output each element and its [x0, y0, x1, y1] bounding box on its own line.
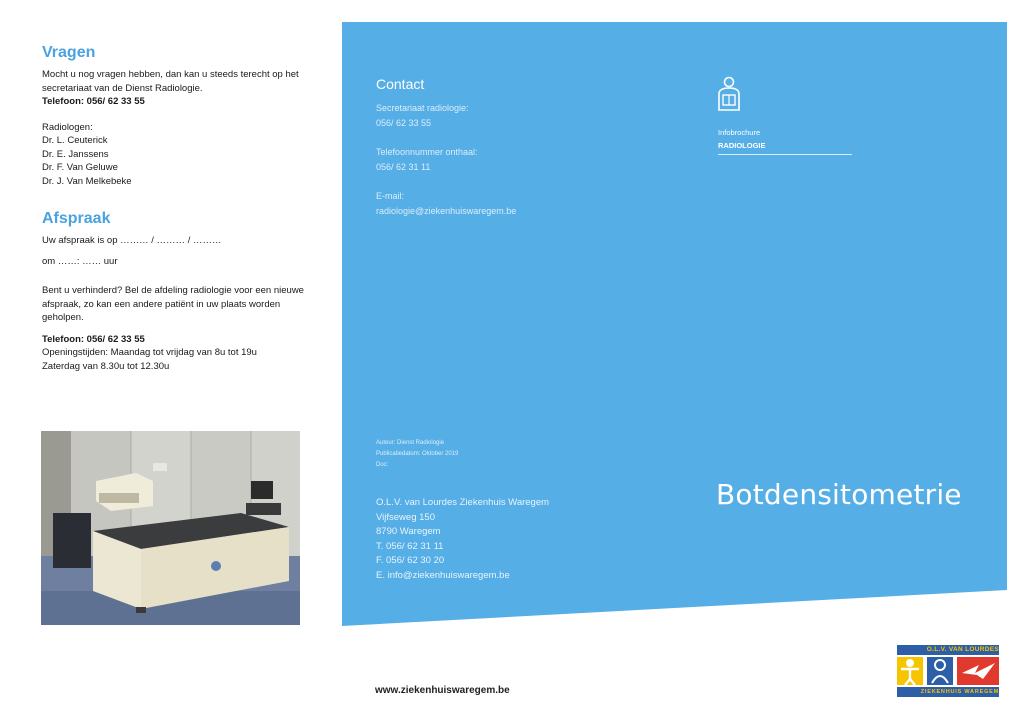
infobrochure-label: Infobrochure	[718, 128, 761, 137]
contact-heading: Contact	[376, 76, 425, 92]
radiologist-item: Dr. E. Janssens	[42, 148, 109, 160]
address-fax: F. 056/ 62 30 20	[376, 555, 445, 566]
reception-phone: 056/ 62 31 11	[376, 162, 431, 172]
doc-line: Doc:	[376, 462, 389, 468]
vragen-text: Mocht u nog vragen hebben, dan kan u steeds terecht op het secretariaat van de Dienst Radiologie.	[42, 69, 299, 94]
infobrochure-divider	[718, 154, 852, 155]
vragen-heading: Vragen	[42, 44, 96, 61]
infobrochure-block	[718, 126, 766, 152]
brochure-title: Botdensitometrie	[716, 478, 962, 511]
radiologist-item: Dr. F. Van Geluwe	[42, 162, 118, 173]
radiologist-item: Dr. L. Ceuterick	[42, 135, 108, 146]
person-book-icon	[716, 76, 742, 112]
logo-top-text: O.L.V. VAN LOURDES	[926, 646, 999, 653]
appointment-time-line: om ……: …… uur	[42, 255, 118, 267]
published-line: Publicatiedatum: Oktober 2019	[376, 451, 459, 457]
saturday-hours: Zaterdag van 8.30u tot 12.30u	[42, 360, 170, 372]
radiologist-item: Dr. J. Van Melkebeke	[42, 175, 132, 187]
secretariat-phone: 056/ 62 33 55	[376, 118, 432, 128]
afspraak-phone: Telefoon: 056/ 62 33 55	[42, 333, 145, 345]
author-line: Auteur: Dienst Radiologie	[376, 440, 445, 446]
website-link[interactable]: www.ziekenhuiswaregem.be	[375, 685, 510, 696]
reception-label: Telefoonnummer onthaal:	[376, 147, 478, 157]
address-phone: T. 056/ 62 31 11	[376, 540, 444, 552]
appointment-date-line: Uw afspraak is op ……… / ……… / ………	[42, 235, 222, 246]
address-city: 8790 Waregem	[376, 526, 441, 537]
opening-hours: Openingstijden: Maandag tot vrijdag van 8u tot 19u	[42, 347, 257, 358]
secretariat-label: Secretariaat radiologie:	[376, 103, 469, 113]
department-label: RADIOLOGIE	[718, 141, 766, 150]
publication-meta	[376, 438, 458, 471]
hospital-name: O.L.V. van Lourdes Ziekenhuis Waregem	[376, 497, 550, 508]
address-street: Vijfseweg 150	[376, 511, 435, 523]
vragen-phone: Telefoon: 056/ 62 33 55	[42, 96, 145, 107]
email-label: E-mail:	[376, 191, 405, 201]
email-link[interactable]: radiologie@ziekenhuiswaregem.be	[376, 206, 517, 216]
radiologists-label: Radiologen:	[42, 121, 93, 133]
logo-bottom-text: ZIEKENHUIS WAREGEM	[920, 689, 999, 695]
hospital-address	[376, 496, 549, 583]
hindered-text: Bent u verhinderd? Bel de afdeling radiologie voor een nieuwe afspraak, zo kan een andere patiënt in uw plaats worden geholpen.	[42, 285, 304, 323]
afspraak-heading: Afspraak	[42, 210, 111, 227]
address-email[interactable]: E. info@ziekenhuiswaregem.be	[376, 569, 510, 581]
hospital-logo	[889, 643, 1005, 699]
